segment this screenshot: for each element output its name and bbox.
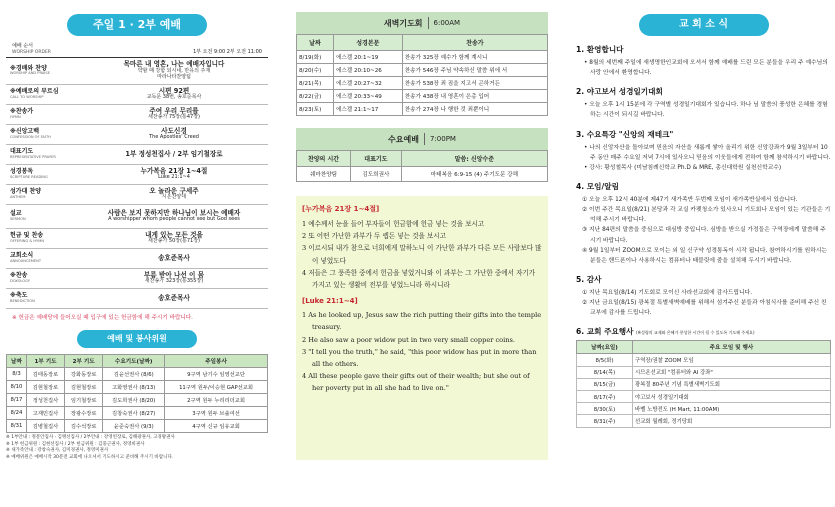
footnote-line: ※ 예배위원은 예배시작 30분전 교회에 나오셔서 기도하시고 준비해 주시기 바랍니다. xyxy=(6,454,174,460)
item-sub: 약할 때 강함 되시네, 만유의 주재 xyxy=(137,68,211,75)
table-cell: 8/21(목) xyxy=(297,77,334,90)
order-label-en: WORSHIP ORDER xyxy=(12,50,51,55)
worship-item-content xyxy=(80,128,268,141)
news-items xyxy=(576,288,831,318)
item-title-en: CONFESSION OF FAITH xyxy=(10,134,51,139)
worship-item xyxy=(6,165,268,185)
item-main: 시편 92편 xyxy=(158,86,190,95)
service-committee-table xyxy=(6,354,268,433)
news-item: • 강사: 황성철목사 (미남침례신학교 Ph.D & MRE, 총신대학원 실천신학교수) xyxy=(584,164,782,171)
prayer-meetings-panel xyxy=(296,0,548,507)
column-header: 1부 기도 xyxy=(26,355,64,368)
dawn-prayer-title: 새벽기도회 xyxy=(383,18,423,28)
worship-item-content xyxy=(80,108,268,121)
news-item: • 나의 신앙자산을 돌아보며 믿음의 자산을 새롭게 쌓아 올리기 위한 신앙강좌가 9월 3일부터 10주 동안 매주 수요일 저녁 7시에 있사오니 믿음의 이웃들에게 전하여 함께 참석하시기 바랍니다. xyxy=(584,144,831,161)
item-main: 송호준목사 xyxy=(158,253,190,262)
table-row xyxy=(577,378,831,390)
table-cell: 시므온선교회 "컴퓨터와 AI 강좌" xyxy=(633,366,831,378)
column-header: 주일봉사 xyxy=(165,355,268,368)
item-main: 주여 우리 무리를 xyxy=(149,106,199,115)
table-cell: 8/31 xyxy=(7,420,27,433)
table-row xyxy=(7,420,268,433)
item-title-en: HYMN xyxy=(10,114,21,119)
item-title-en: DOXOLOGY xyxy=(10,278,30,283)
column-header: 찬양의 시간 xyxy=(297,151,351,167)
worship-item xyxy=(6,269,268,289)
news-item: ② 지난 금요일(8/15) 광복절 특별새벽예배를 위해서 섬겨주신 분들과 아침식사를 준비해 주신 친교부에 감사를 드립니다. xyxy=(582,300,827,317)
order-label-ko: 예배 순서 xyxy=(12,43,33,49)
table-cell: 찬송가 325장 예수가 함께 계시니 xyxy=(402,51,547,64)
table-row xyxy=(297,103,548,116)
table-cell: 야고보서 성경일기대회 xyxy=(633,390,831,402)
footnote-line: ※ 새가족안내 : 강창숙권사, 김미경권사, 정영미권사 xyxy=(6,448,109,454)
column-header: 수요기도(날짜) xyxy=(103,355,165,368)
table-cell: 에스겔 21:1~17 xyxy=(333,103,402,116)
news-section xyxy=(576,86,831,120)
table-cell: 고재민집사 xyxy=(26,407,64,420)
item-sub: 새찬송가 323장(통355장) xyxy=(144,278,204,285)
table-cell: 김창숙권사 (8/27) xyxy=(103,407,165,420)
table-cell: 8/24 xyxy=(7,407,27,420)
table-row: 쉐마찬양팀 김도희권사 마태복음 6:9-15 (4) 주기도문 강해 xyxy=(297,167,548,182)
verse: 2 He also saw a poor widow put in two very small copper coins. xyxy=(302,335,515,344)
worship-item-content xyxy=(80,232,268,245)
scripture-ref-en: [Luke 21:1~4] xyxy=(302,297,358,306)
column-header: 찬송가 xyxy=(402,35,547,51)
worship-order-panel xyxy=(6,0,268,507)
table-cell: 찬송가 274장 나 행한 것 죄뿐이니 xyxy=(402,103,547,116)
table-cell: 정성천집사 xyxy=(26,394,64,407)
table-cell: 윤준숙권사 (9/3) xyxy=(103,420,165,433)
news-heading: 2. 야고보서 성경일기대회 xyxy=(576,87,663,97)
item-sub: 시온찬양대 xyxy=(161,194,187,201)
worship-item-content xyxy=(80,61,268,80)
item-title-ko: 성경봉독 xyxy=(10,168,34,176)
worship-item-content xyxy=(80,272,268,285)
item-main: 내게 있는 모든 것을 xyxy=(145,230,203,239)
table-cell: 김수석장로 xyxy=(65,420,103,433)
table-row xyxy=(577,390,831,402)
item-title-en: ANTHEM xyxy=(10,194,26,199)
table-cell: 에스겔 20:33~49 xyxy=(333,90,402,103)
worship-item xyxy=(6,58,268,85)
worship-item-content xyxy=(80,295,268,303)
item-title-ko: ※예배로의 부르심 xyxy=(10,88,59,96)
worship-item xyxy=(6,145,268,165)
news-items xyxy=(576,100,831,120)
column-header: 성경본문 xyxy=(333,35,402,51)
worship-item-label xyxy=(6,273,80,284)
schedule-table xyxy=(576,340,831,427)
item-title-ko: ※경배와 찬양 xyxy=(10,64,47,72)
item-title-ko: 대표기도 xyxy=(10,148,34,156)
dawn-prayer-banner xyxy=(296,12,548,34)
column-header: 대표기도 xyxy=(351,151,402,167)
footnote-line: ※ 1부 헌금위원 : 김현선집사 / 2부 헌금위원 : 김풍근권사, 정영희권사 xyxy=(6,441,145,447)
table-row xyxy=(577,403,831,415)
column-header: 날짜(요일) xyxy=(577,341,633,354)
news-sections xyxy=(576,44,831,318)
table-cell: 9구역 남기수 임영선교단 xyxy=(165,368,268,381)
schedule-note: (※성령의 교제와 은혜가 풍성한 시간이 될 수 있도록 기도해 주세요) xyxy=(636,330,755,336)
item-sub: A worshipper whom people cannot see but God sees xyxy=(108,216,240,223)
footnote-line: ※ 1부안내 : 정문안집사 · 김맹선집사 / 2부안내 : 강영빈장로, 김해광권사, 고경왕권사 xyxy=(6,435,175,440)
table-cell: 찬송가 546장 주님 약속하신 말씀 위에 서 xyxy=(402,64,547,77)
worship-item xyxy=(6,105,268,125)
table-cell: 8/30(토) xyxy=(577,403,633,415)
schedule-heading: 6. 교회 주요행사 xyxy=(576,327,634,337)
table-cell: 장광수장로 xyxy=(65,407,103,420)
news-item: • 오늘 오후 1시 15분에 각 구역별 성경일기대회가 있습니다. 하나 님 말씀의 풍성한 은혜를 경험하는 시간이 되시길 바랍니다. xyxy=(584,102,828,119)
item-main: 목마른 내 영혼, 나는 예배자입니다 xyxy=(123,60,225,69)
table-cell: 구역장/권찰 ZOOM 모임 xyxy=(633,354,831,366)
news-section xyxy=(576,129,831,173)
news-heading: 4. 모임/알림 xyxy=(576,181,619,191)
item-main: 송호준목사 xyxy=(158,293,190,302)
table-row xyxy=(577,354,831,366)
news-heading: 3. 수요특강 "신앙의 재테크" xyxy=(576,129,674,139)
worship-item-label xyxy=(6,66,80,77)
table-cell: 김도희권사 (8/20) xyxy=(103,394,165,407)
item-title-ko: 헌금 및 찬송 xyxy=(10,232,44,240)
item-sub: Luke 21:1~4 xyxy=(158,174,190,181)
table-cell: 김병철집사 xyxy=(26,420,64,433)
table-row xyxy=(577,366,831,378)
service-committee-title: 예배 및 봉사위원 xyxy=(77,330,197,348)
table-cell: 바벨 노방전도 (H Mart, 11:00AM) xyxy=(633,403,831,415)
worship-item xyxy=(6,185,268,205)
verse: 1 As he looked up, Jesus saw the rich putting their gifts into the temple treasury. xyxy=(302,311,542,332)
table-row xyxy=(297,77,548,90)
worship-item-label xyxy=(6,189,80,200)
table-row xyxy=(7,407,268,420)
wednesday-worship-banner xyxy=(296,128,548,150)
worship-item-label xyxy=(6,129,80,140)
scripture-box xyxy=(296,196,548,460)
news-items xyxy=(576,143,831,173)
item-title-en: WORSHIP AND PRAISE xyxy=(10,71,50,76)
table-cell: 8/19(화) xyxy=(297,51,334,64)
worship-item-label xyxy=(6,109,80,120)
service-table-header xyxy=(7,355,268,368)
item-title-ko: ※찬송가 xyxy=(10,108,34,116)
worship-item-content xyxy=(80,188,268,201)
wednesday-worship-time: 7:00PM xyxy=(429,135,456,143)
table-cell: 8/15(금) xyxy=(577,378,633,390)
worship-item-label xyxy=(6,253,80,264)
item-sub: The Apostles' Creed xyxy=(149,134,199,141)
table-cell: 8/31(주) xyxy=(577,415,633,427)
offering-note: ※ 헌금은 예배당에 들어오실 때 입구에 있는 헌금함에 해 주시기 바랍니다. xyxy=(12,315,193,321)
table-cell: 8/20(수) xyxy=(297,64,334,77)
table-row xyxy=(577,415,831,427)
worship-order-header xyxy=(6,42,268,58)
news-item: ① 오늘 오후 12시 40분에 제47기 새가족반 두번째 모임이 새가족반실에서 있습니다. xyxy=(582,196,798,203)
verse: 4 All these people gave their gifts out of their wealth; but she out of her poverty put in all she had to live on." xyxy=(302,372,530,393)
table-row xyxy=(7,368,268,381)
item-title-ko: ※신앙고백 xyxy=(10,128,40,136)
schedule-section xyxy=(576,326,831,427)
table-cell: 8/14(목) xyxy=(577,366,633,378)
table-cell: 찬송가 538장 죄 짐을 지고서 곤하거든 xyxy=(402,77,547,90)
item-title-en: CALL TO WORSHIP xyxy=(10,94,44,99)
service-times: 1부 오전 9:00 2부 오전 11:00 xyxy=(193,49,262,55)
column-header: 2부 기도 xyxy=(65,355,103,368)
worship-item-label xyxy=(6,293,80,304)
verse: 3 이르시되 내가 참으로 너희에게 말하노니 이 가난한 과부가 다른 모든 사람보다 많이 넣었도다 xyxy=(302,244,542,265)
item-main: 오 놀라운 구세주 xyxy=(149,186,199,195)
table-cell: 강화동장로 xyxy=(65,368,103,381)
wednesday-worship-table xyxy=(296,150,548,182)
sunday-worship-title: 주일 1 · 2부 예배 xyxy=(67,14,207,36)
item-main: 사람은 보지 못하지만 하나님이 보시는 예배자 xyxy=(107,208,241,217)
footnotes xyxy=(6,435,268,461)
item-title-ko: ※찬송 xyxy=(10,272,28,280)
item-title-ko: 성가대 찬양 xyxy=(10,188,42,196)
item-sub: 교독문 38번, 송호준목사 xyxy=(146,94,202,101)
table-cell: 에스겔 20:1~19 xyxy=(333,51,402,64)
table-row xyxy=(7,394,268,407)
item-main: 사도신경 xyxy=(161,126,187,135)
worship-item-label xyxy=(6,89,80,100)
table-cell: 광복절 80주년 기념 특별새벽기도회 xyxy=(633,378,831,390)
table-cell: 4구역 신규 임유교회 xyxy=(165,420,268,433)
table-cell: 김현철장로 xyxy=(26,381,64,394)
item-title-ko: ※축도 xyxy=(10,292,28,300)
worship-item-content xyxy=(80,88,268,101)
item-title-en: SERMON xyxy=(10,216,26,221)
verse: 1 예수께서 눈을 들어 부자들이 헌금함에 헌금 넣는 것을 보시고 xyxy=(302,220,485,228)
worship-item xyxy=(6,205,268,229)
news-section xyxy=(576,181,831,266)
item-main: 누가복음 21장 1~4절 xyxy=(140,166,208,175)
item-title-en: ANNOUNCEMENT xyxy=(10,258,42,263)
table-cell: 임기철장로 xyxy=(65,394,103,407)
item-main: 1부 정성천집사 / 2부 임기철장로 xyxy=(125,149,223,158)
table-cell: 찬송가 438장 내 영혼이 은총 입어 xyxy=(402,90,547,103)
table-cell: 김윤선권사 (8/6) xyxy=(103,368,165,381)
table-cell: 선교회 월례회, 정기당회 xyxy=(633,415,831,427)
dawn-prayer-table xyxy=(296,34,548,116)
item-title-en: REPRESENTATIVE PRAYER xyxy=(10,154,56,159)
table-cell: 김태동장로 xyxy=(26,368,64,381)
item-main: 부름 받아 나선 이 몸 xyxy=(143,270,205,279)
news-section xyxy=(576,274,831,318)
column-header: 날짜 xyxy=(7,355,27,368)
table-cell: 2구역 원두 누리리더교회 xyxy=(165,394,268,407)
table-cell: 김현철장로 xyxy=(65,381,103,394)
wednesday-worship-title: 수요예배 xyxy=(388,134,419,144)
scripture-korean xyxy=(302,218,542,291)
church-news-title: 교 회 소 식 xyxy=(639,14,769,36)
table-cell: 8/17(주) xyxy=(577,390,633,402)
worship-item-content xyxy=(80,168,268,181)
news-item: ② 이번 주간 목요일(8/21) 본당과 각 교실 카펫청소가 있사오니 기도회나 모임이 있는 기관들은 기억해 주시기 바랍니다. xyxy=(582,207,831,224)
worship-item-label xyxy=(6,211,80,222)
column-header: 주요 모임 및 행사 xyxy=(633,341,831,354)
worship-item-list xyxy=(6,58,268,309)
column-header: 날짜 xyxy=(297,35,334,51)
news-items xyxy=(576,195,831,266)
table-cell: 3구역 원두 브솔여선 xyxy=(165,407,268,420)
item-sub2: 마라나타찬양팀 xyxy=(157,73,191,80)
table-cell: 고화영권사 (8/13) xyxy=(103,381,165,394)
worship-item xyxy=(6,249,268,269)
scripture-ref-ko: [누가복음 21장 1~4절] xyxy=(302,205,380,213)
worship-item-label xyxy=(6,169,80,180)
table-cell: 11구역 원두/이승현 GAP선교회 xyxy=(165,381,268,394)
table-cell: 8/23(토) xyxy=(297,103,334,116)
column-header: 말씀: 신앙수준 xyxy=(401,151,547,167)
worship-item xyxy=(6,85,268,105)
news-item: ④ 9월 1일부터 ZOOM으로 모이는 외 일 신구약 성경통독이 시작 됩니다. 참여하시기를 원하시는 분들은 핸드폰이나 사용하시는 컴퓨터나 태블릿에 줌을 설치해 두시기 바랍니다. xyxy=(582,247,828,264)
worship-item xyxy=(6,125,268,145)
news-item: • 8월의 세번째 주일에 새생명한인교회에 오셔서 함께 예배를 드린 모든 분들을 우리 주 예수님의 사랑 안에서 환영합니다. xyxy=(584,60,828,77)
table-cell: 8/17 xyxy=(7,394,27,407)
table-cell: 에스겔 20:27~32 xyxy=(333,77,402,90)
table-row xyxy=(297,51,548,64)
worship-item-content xyxy=(80,151,268,159)
table-cell: 8/10 xyxy=(7,381,27,394)
news-heading: 5. 감사 xyxy=(576,274,602,284)
verse: 2 또 어떤 가난한 과부가 두 렙돈 넣는 것을 보시고 xyxy=(302,232,447,241)
news-item: ① 지난 목요일(8/14) 기도회로 모이신 사라선교회에 감사드립니다. xyxy=(582,289,753,296)
table-cell: 8/5(화) xyxy=(577,354,633,366)
item-title-en: SCRIPTURE READING xyxy=(10,174,48,179)
news-heading: 1. 환영합니다 xyxy=(576,45,624,54)
worship-item xyxy=(6,229,268,249)
item-sub: 새찬송가 75장(통47장) xyxy=(147,114,201,121)
worship-item-label xyxy=(6,149,80,160)
table-cell: 8/3 xyxy=(7,368,27,381)
news-items xyxy=(576,58,831,78)
table-row xyxy=(297,64,548,77)
worship-item-label xyxy=(6,233,80,244)
scripture-english xyxy=(302,309,542,394)
church-news-panel xyxy=(576,0,831,507)
dawn-prayer-time: 6:00AM xyxy=(433,19,461,27)
item-title-en: BENEDICTION xyxy=(10,298,35,303)
item-title-ko: 설교 xyxy=(10,210,22,218)
worship-item-content xyxy=(80,210,268,223)
table-cell: 에스겔 20:10~26 xyxy=(333,64,402,77)
worship-item xyxy=(6,289,268,309)
verse: 3 "I tell you the truth," he said, "this poor widow has put in more than all the others. xyxy=(302,347,537,368)
table-row xyxy=(297,90,548,103)
worship-item-content xyxy=(80,255,268,263)
item-title-en: OFFERING & HYMN xyxy=(10,238,45,243)
verse: 4 저들은 그 풍족한 중에서 헌금을 넣었거니와 이 과부는 그 가난한 중에서 자기가 가지고 있는 생활비 전부를 넣었느니라 하시니라 xyxy=(302,268,536,289)
table-cell: 8/22(금) xyxy=(297,90,334,103)
news-item: ③ 지난 84편의 말씀을 중심으로 대심방 중입니다. 심방을 받으실 가정들은 구역장에게 말씀해 주시기 바랍니다. xyxy=(582,227,826,244)
table-row xyxy=(7,381,268,394)
news-section xyxy=(576,44,831,78)
item-sub: 새찬송가 50장(통71장) xyxy=(147,238,201,245)
item-title-ko: 교회소식 xyxy=(10,252,34,260)
